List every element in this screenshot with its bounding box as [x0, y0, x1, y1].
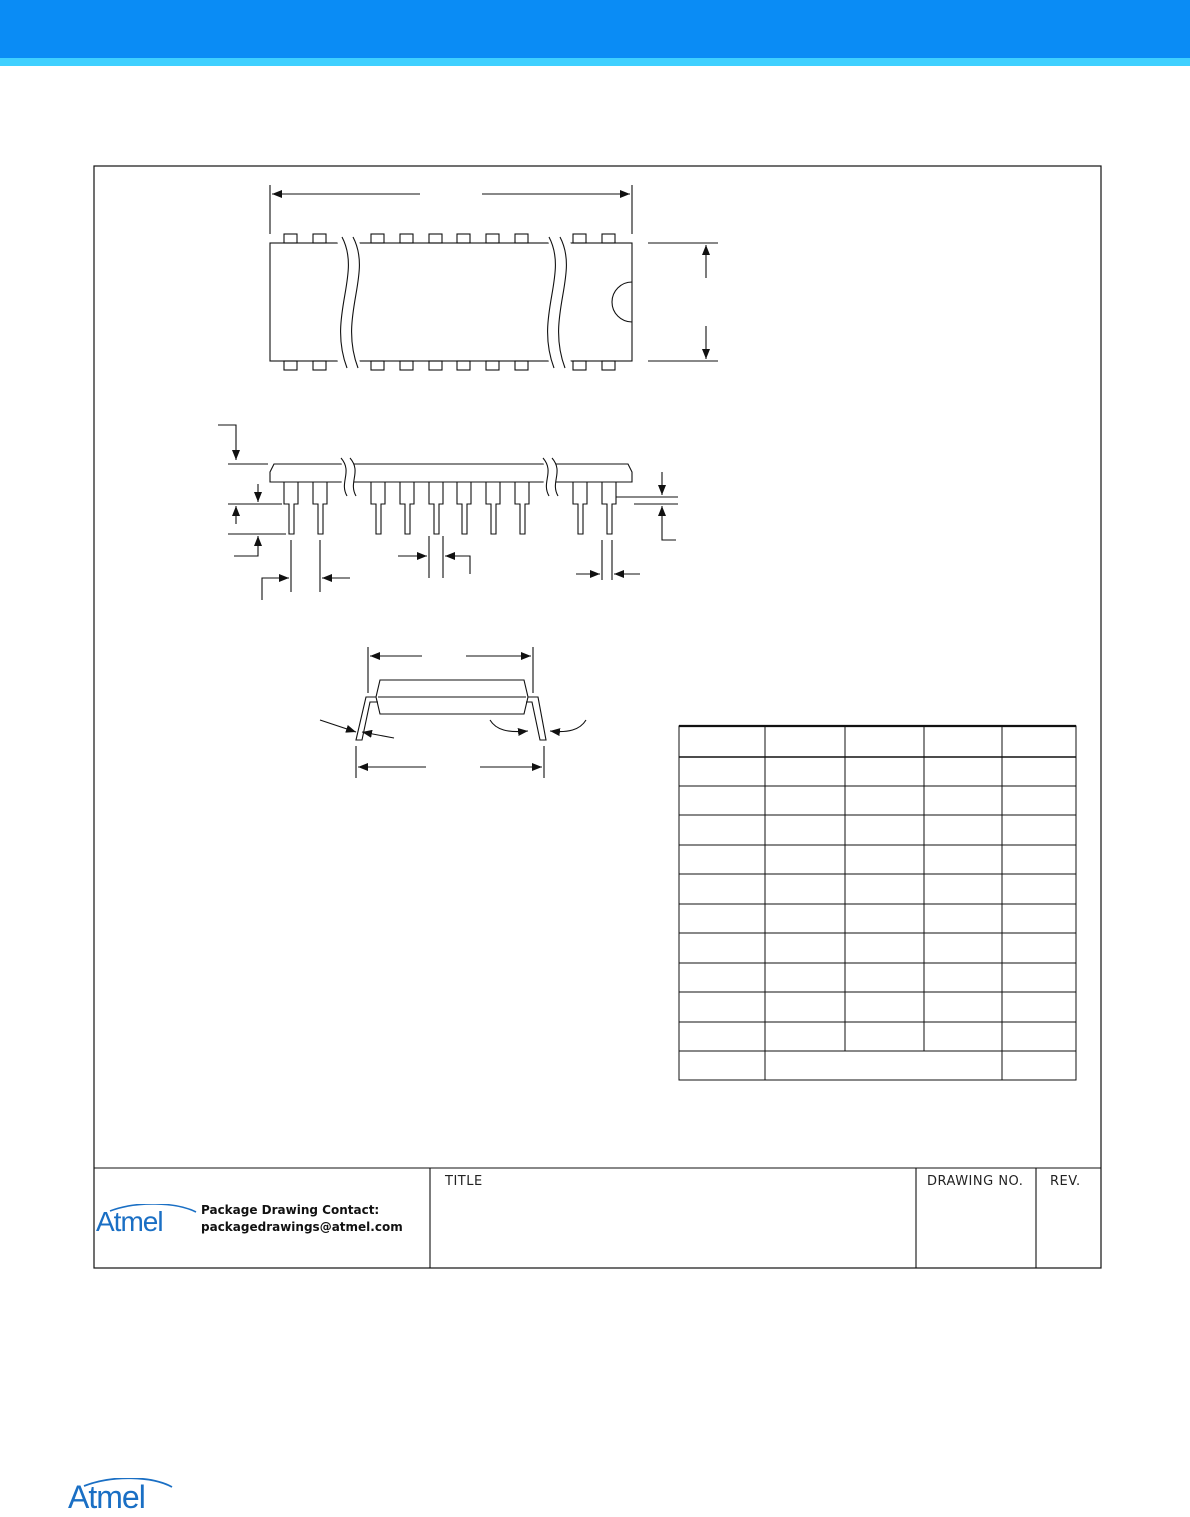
- contact-heading: Package Drawing Contact:: [201, 1203, 380, 1217]
- footer-atmel-logo-image: [68, 1478, 174, 1512]
- svg-text:Atmel: Atmel: [68, 1479, 145, 1512]
- dimension-table: [679, 726, 1076, 1080]
- svg-text:Atmel: Atmel: [96, 1206, 163, 1237]
- contact-info: [201, 1202, 403, 1236]
- side-view: [218, 425, 678, 600]
- rev-label: REV.: [1050, 1174, 1081, 1189]
- atmel-logo-image: [96, 1204, 200, 1238]
- atmel-logo: [96, 1204, 200, 1243]
- footer-atmel-logo: [68, 1478, 174, 1517]
- end-view: [320, 647, 586, 778]
- contact-email[interactable]: packagedrawings@atmel.com: [201, 1220, 403, 1234]
- top-view: [270, 185, 718, 370]
- drawing-no-label: DRAWING NO.: [927, 1174, 1024, 1189]
- title-label: TITLE: [445, 1174, 483, 1189]
